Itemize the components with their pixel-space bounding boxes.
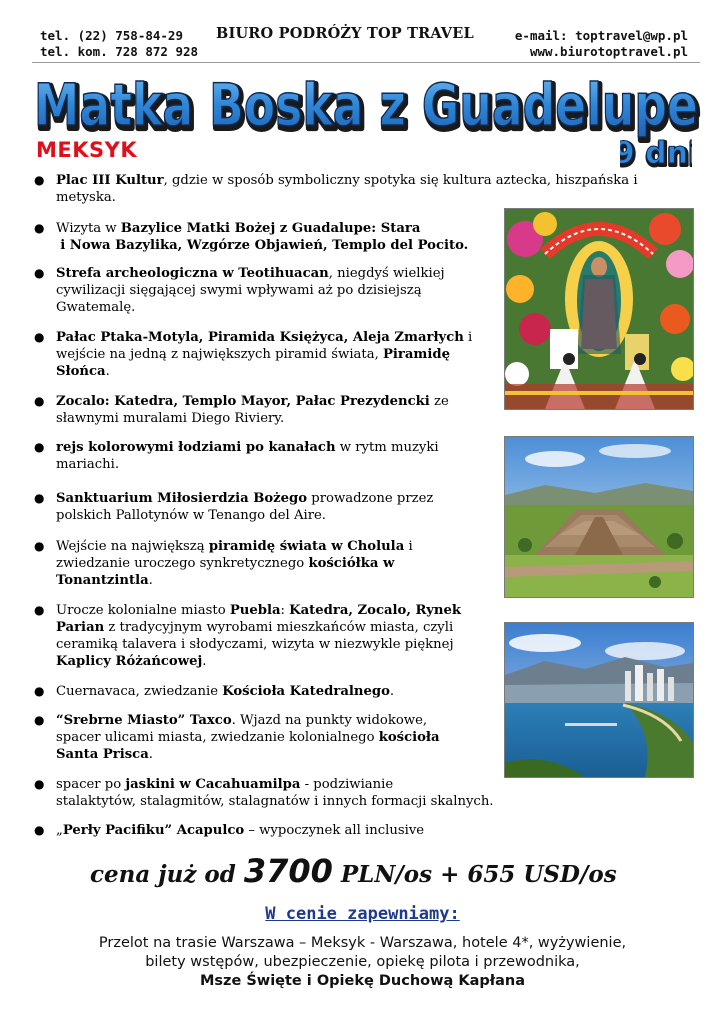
email-address: e-mail: toptravel@wp.pl — [514, 28, 688, 43]
list-item: ● rejs kolorowymi łodziami po kanałach w rytm muzyki mariachi. — [34, 440, 439, 472]
included-line: bilety wstępów, ubezpieczenie, opiekę pilota i przewodnika, — [145, 954, 580, 970]
list-item: ● Wizyta w Bazylice Matki Bożej z Guadalupe: Stara i Nowa Bazylika, Wzgórze Objawień, Templo del Pocito. — [34, 221, 469, 253]
bullet-icon: ● — [34, 491, 45, 505]
list-item: ● Sanktuarium Miłosierdzia Bożego prowadzone przez polskich Pallotynów w Tenango del Aire. — [34, 491, 434, 523]
mobile-number: tel. kom. 728 872 928 — [40, 44, 199, 59]
page-header — [0, 0, 725, 62]
bullet-icon: ● — [34, 440, 45, 454]
svg-text:Matka Boska z Guadelupe: Matka Boska z Guadelupe — [34, 71, 698, 139]
bullet-icon: ● — [34, 823, 45, 837]
country-label: MEKSYK — [36, 138, 138, 162]
list-item: ● Pałac Ptaka-Motyla, Piramida Księżyca, Aleja Zmarłych i wejście na jedną z największych piramid świata, Piramidę Słońca. — [34, 330, 473, 379]
list-item: ● Urocze kolonialne miasto Puebla: Katedra, Zocalo, Rynek Parian z tradycyjnym wyrobami mieszkańców miasta, czyli ceramiką talavera i słodyczami, wizyta w niezwykle pięknej Kaplicy Różańcowej. — [34, 603, 462, 669]
svg-text:Matka Boska z Guadelupe: Matka Boska z Guadelupe — [36, 74, 700, 142]
guadalupe-shrine-photo — [504, 208, 694, 410]
included-heading: W cenie zapewniamy: — [265, 904, 460, 924]
price-prefix: cena już od — [90, 861, 244, 888]
list-item: ● Wejście na największą piramidę świata w Cholula i zwiedzanie uroczego synkretycznego kościółka w Tonantzintla. — [34, 539, 413, 588]
list-item: ● Plac III Kultur, gdzie w sposób symboliczny spotyka się kultura aztecka, hiszpańska i metyska. — [34, 173, 638, 205]
bullet-icon: ● — [34, 221, 45, 235]
svg-text:9 dni: 9 dn — [620, 138, 689, 172]
title-graphic — [22, 66, 712, 146]
bullet-icon: ● — [34, 539, 45, 553]
teotihuacan-pyramid-photo — [504, 436, 694, 598]
svg-text:9 dni: 9 dn — [620, 136, 688, 171]
included-description — [0, 934, 725, 991]
bullet-icon: ● — [34, 266, 45, 280]
list-item: ● Zocalo: Katedra, Templo Mayor, Pałac Prezydencki ze sławnymi muralami Diego Riviery. — [34, 394, 449, 426]
bullet-icon: ● — [34, 173, 45, 187]
header-divider — [32, 62, 700, 63]
agency-name: BIURO PODRÓŻY TOP TRAVEL — [216, 25, 474, 42]
bullet-icon: ● — [34, 330, 45, 344]
price-suffix: PLN/os + 655 USD/os — [332, 861, 617, 888]
website-link[interactable]: www.biurotoptravel.pl — [529, 44, 688, 59]
price-amount: 3700 — [243, 852, 333, 890]
bullet-icon: ● — [34, 603, 45, 617]
price-line — [90, 852, 690, 890]
phone-number: tel. (22) 758-84-29 — [40, 28, 183, 43]
page-title — [22, 66, 712, 146]
bullet-icon: ● — [34, 394, 45, 408]
acapulco-bay-photo — [504, 622, 694, 778]
list-item: ● Strefa archeologiczna w Teotihuacan, niegdyś wielkiej cywilizacji sięgającej swymi wpływami aż po dzisiejszą Gwatemalę. — [34, 266, 445, 315]
included-line: Przelot na trasie Warszawa – Meksyk - Warszawa, hotele 4*, wyżywienie, — [98, 935, 627, 951]
bullet-icon: ● — [34, 684, 45, 698]
list-item: ● “Srebrne Miasto” Taxco. Wjazd na punkty widokowe, spacer ulicami miasta, zwiedzanie kolonialnego kościoła Santa Prisca. — [34, 713, 440, 762]
list-item: ● „Perły Pacifiku” Acapulco – wypoczynek all inclusive — [34, 823, 425, 838]
bullet-icon: ● — [34, 777, 45, 791]
duration-badge — [620, 132, 692, 172]
bullet-icon: ● — [34, 713, 45, 727]
included-line-bold: Msze Święte i Opiekę Duchową Kapłana — [199, 973, 526, 989]
list-item: ● spacer po jaskini w Cacahuamilpa - podziwianie stalaktytów, stalagmitów, stalagnatów i innych formacji skalnych. — [34, 777, 494, 809]
list-item: ● Cuernavaca, zwiedzanie Kościoła Katedralnego. — [34, 684, 395, 699]
